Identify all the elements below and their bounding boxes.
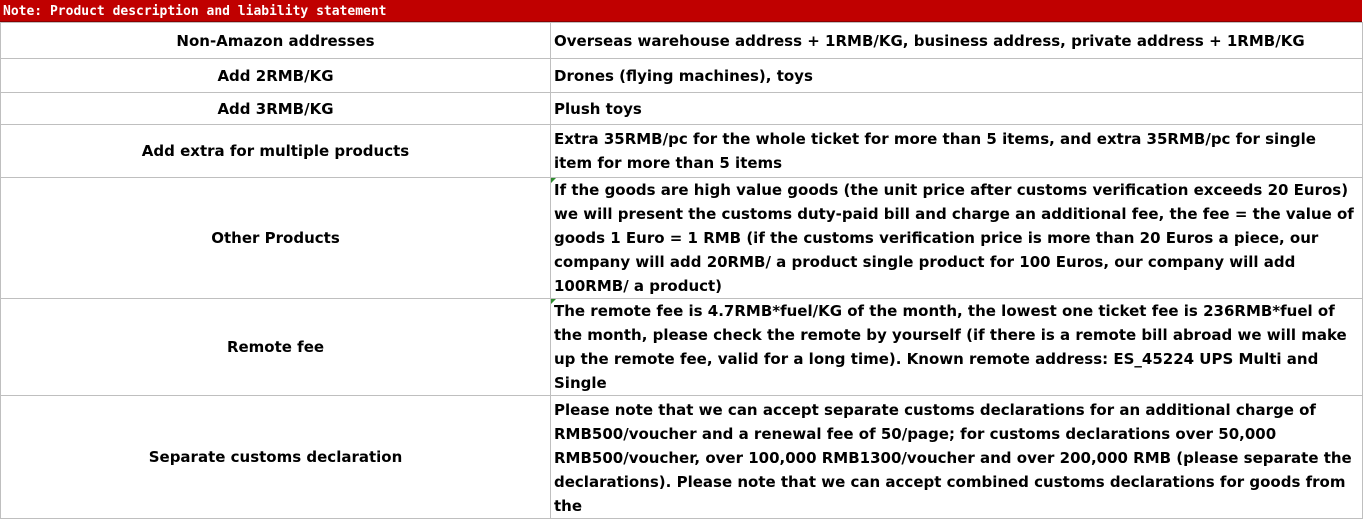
table-row xyxy=(1,59,1363,93)
row-value-text: Please note that we can accept separate customs declarations for an additional charge of RMB500/voucher and a renewal fee of 50/page; for customs declarations over 50,000 RMB500/voucher, over 100,000 RMB1300/voucher and over 200,000 RMB (please separate the declarations). Please note that we can accept combined customs declarations for goods from the xyxy=(554,401,1352,515)
row-value[interactable] xyxy=(551,178,1363,299)
table-row xyxy=(1,125,1363,178)
row-value-text: The remote fee is 4.7RMB*fuel/KG of the month, the lowest one ticket fee is 236RMB*fuel of the month, please check the remote by yourself (if there is a remote bill abroad we will make up the remote fee, valid for a long time). Known remote address: ES_45224 UPS Multi and Single xyxy=(554,302,1347,392)
row-label[interactable]: Add extra for multiple products xyxy=(1,125,551,178)
table-row xyxy=(1,93,1363,125)
row-label[interactable]: Separate customs declaration xyxy=(1,396,551,519)
row-value[interactable] xyxy=(551,125,1363,178)
row-value-text: Plush toys xyxy=(554,99,642,118)
fee-table xyxy=(0,22,1363,519)
row-label[interactable]: Remote fee xyxy=(1,299,551,396)
row-value[interactable] xyxy=(551,59,1363,93)
table-row xyxy=(1,396,1363,519)
comment-indicator-icon xyxy=(551,299,556,304)
row-label[interactable]: Other Products xyxy=(1,178,551,299)
comment-indicator-icon xyxy=(551,178,556,183)
row-label[interactable]: Non-Amazon addresses xyxy=(1,23,551,59)
row-label[interactable]: Add 3RMB/KG xyxy=(1,93,551,125)
row-value[interactable] xyxy=(551,396,1363,519)
row-value[interactable] xyxy=(551,299,1363,396)
row-value-text: If the goods are high value goods (the unit price after customs verification exceeds 20 Euros) we will present the customs duty-paid bill and charge an additional fee, the fee = the value of goods 1 Euro = 1 RMB (if the customs verification price is more than 20 Euros a piece, our company will add 20RMB/ a product single product for 100 Euros, our company will add 100RMB/ a product) xyxy=(554,181,1354,295)
row-value[interactable] xyxy=(551,93,1363,125)
row-label[interactable]: Add 2RMB/KG xyxy=(1,59,551,93)
row-value[interactable] xyxy=(551,23,1363,59)
table-row xyxy=(1,178,1363,299)
row-value-text: Drones (flying machines), toys xyxy=(554,66,813,85)
table-row xyxy=(1,299,1363,396)
table-row xyxy=(1,23,1363,59)
row-value-text: Extra 35RMB/pc for the whole ticket for more than 5 items, and extra 35RMB/pc for single item for more than 5 items xyxy=(554,130,1316,172)
row-value-text: Overseas warehouse address + 1RMB/KG, business address, private address + 1RMB/KG xyxy=(554,31,1305,50)
note-header[interactable]: Note: Product description and liability statement xyxy=(0,0,1362,22)
